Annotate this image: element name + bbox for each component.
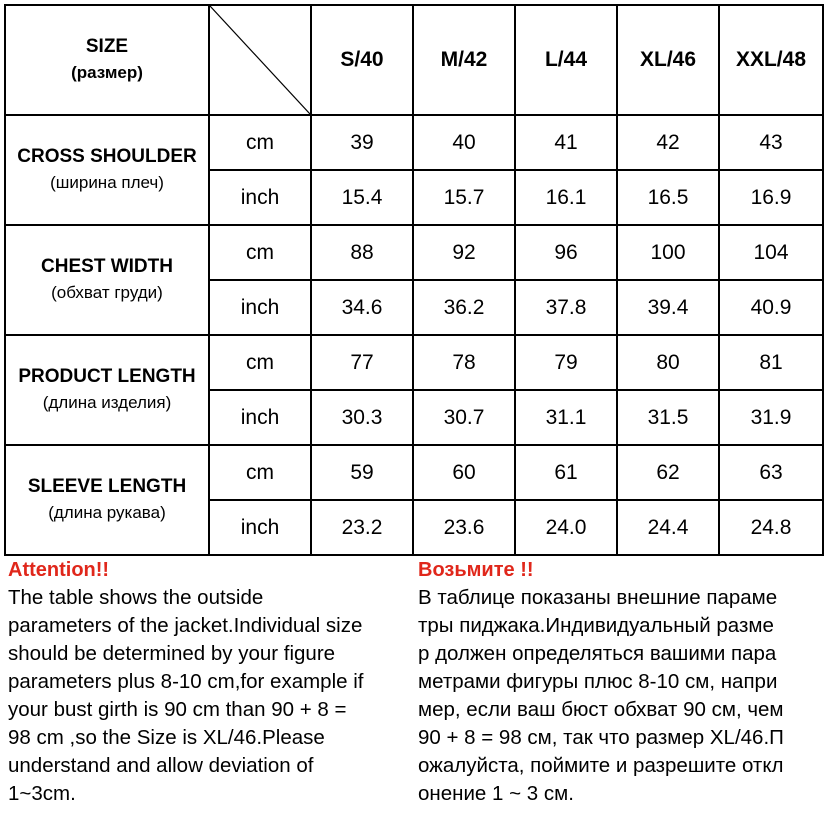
attention-title: Attention!! <box>8 559 110 581</box>
size-header-xl: XL/46 <box>617 5 719 115</box>
row-label: PRODUCT LENGTH <box>18 366 196 387</box>
size-header-row <box>5 5 823 115</box>
unit-cm: cm <box>209 445 311 500</box>
note-russian <box>418 556 822 808</box>
size-label: SIZE <box>85 36 129 57</box>
row-label-ru: (длина рукава) <box>48 503 166 522</box>
value-cell: 40 <box>413 115 515 170</box>
size-label-ru: (размер) <box>71 63 143 82</box>
table-row <box>5 445 823 500</box>
row-label: SLEEVE LENGTH <box>27 476 187 497</box>
attention-title-ru: Возьмите !! <box>418 559 534 581</box>
value-cell: 88 <box>311 225 413 280</box>
value-cell: 43 <box>719 115 823 170</box>
value-cell: 24.8 <box>719 500 823 555</box>
unit-cm: cm <box>209 225 311 280</box>
note-english <box>8 556 408 808</box>
value-cell: 23.2 <box>311 500 413 555</box>
value-cell: 15.7 <box>413 170 515 225</box>
unit-inch: inch <box>209 500 311 555</box>
value-cell: 16.9 <box>719 170 823 225</box>
value-cell: 77 <box>311 335 413 390</box>
table-row <box>5 115 823 170</box>
value-cell: 63 <box>719 445 823 500</box>
value-cell: 37.8 <box>515 280 617 335</box>
value-cell: 36.2 <box>413 280 515 335</box>
diagonal-line-icon <box>210 6 310 114</box>
size-label-cell <box>5 5 209 115</box>
unit-inch: inch <box>209 170 311 225</box>
value-cell: 96 <box>515 225 617 280</box>
value-cell: 39.4 <box>617 280 719 335</box>
value-cell: 62 <box>617 445 719 500</box>
value-cell: 31.9 <box>719 390 823 445</box>
table-row <box>5 335 823 390</box>
value-cell: 61 <box>515 445 617 500</box>
notes-section <box>0 556 826 826</box>
value-cell: 42 <box>617 115 719 170</box>
value-cell: 24.4 <box>617 500 719 555</box>
attention-body: The table shows the outside parameters of the jacket.Individual size should be determined by your figure parameters plus 8-10 cm,for example if your bust girth is 90 cm than 90 + 8 = 98 cm ,so the Size is XL/46.Please understand and allow deviation of 1~3cm. <box>8 586 364 805</box>
table-row <box>5 225 823 280</box>
value-cell: 15.4 <box>311 170 413 225</box>
row-label-ru: (длина изделия) <box>42 393 172 412</box>
size-header-l: L/44 <box>515 5 617 115</box>
value-cell: 78 <box>413 335 515 390</box>
value-cell: 31.5 <box>617 390 719 445</box>
value-cell: 30.3 <box>311 390 413 445</box>
unit-cm: cm <box>209 335 311 390</box>
size-header-xxl: XXL/48 <box>719 5 823 115</box>
row-label-chest-width <box>5 225 209 335</box>
value-cell: 59 <box>311 445 413 500</box>
attention-body-ru: В таблице показаны внешние параме тры пиджака.Индивидуальный разме р должен определяться вашими пара метрами фигуры плюс 8-10 см, напри мер, если ваш бюст обхват 90 см, чем 90 + 8 = 98 см, так что размер XL/46.П ожалуйста, поймите и разрешите откл онение 1 ~ 3 см. <box>418 586 784 805</box>
value-cell: 104 <box>719 225 823 280</box>
row-label-sleeve-length <box>5 445 209 555</box>
size-header-m: M/42 <box>413 5 515 115</box>
value-cell: 41 <box>515 115 617 170</box>
value-cell: 39 <box>311 115 413 170</box>
value-cell: 31.1 <box>515 390 617 445</box>
value-cell: 16.5 <box>617 170 719 225</box>
row-label-ru: (ширина плеч) <box>50 173 164 192</box>
value-cell: 16.1 <box>515 170 617 225</box>
unit-cm: cm <box>209 115 311 170</box>
value-cell: 81 <box>719 335 823 390</box>
row-label-product-length <box>5 335 209 445</box>
row-label: CHEST WIDTH <box>41 256 173 277</box>
value-cell: 60 <box>413 445 515 500</box>
value-cell: 30.7 <box>413 390 515 445</box>
value-cell: 79 <box>515 335 617 390</box>
value-cell: 34.6 <box>311 280 413 335</box>
value-cell: 92 <box>413 225 515 280</box>
row-label-ru: (обхват груди) <box>51 283 163 302</box>
row-label-cross-shoulder <box>5 115 209 225</box>
value-cell: 24.0 <box>515 500 617 555</box>
row-label: CROSS SHOULDER <box>17 146 197 167</box>
unit-inch: inch <box>209 390 311 445</box>
size-chart-table <box>4 4 824 556</box>
value-cell: 80 <box>617 335 719 390</box>
value-cell: 40.9 <box>719 280 823 335</box>
size-header-s: S/40 <box>311 5 413 115</box>
value-cell: 100 <box>617 225 719 280</box>
unit-inch: inch <box>209 280 311 335</box>
value-cell: 23.6 <box>413 500 515 555</box>
diagonal-corner-cell <box>209 5 311 115</box>
